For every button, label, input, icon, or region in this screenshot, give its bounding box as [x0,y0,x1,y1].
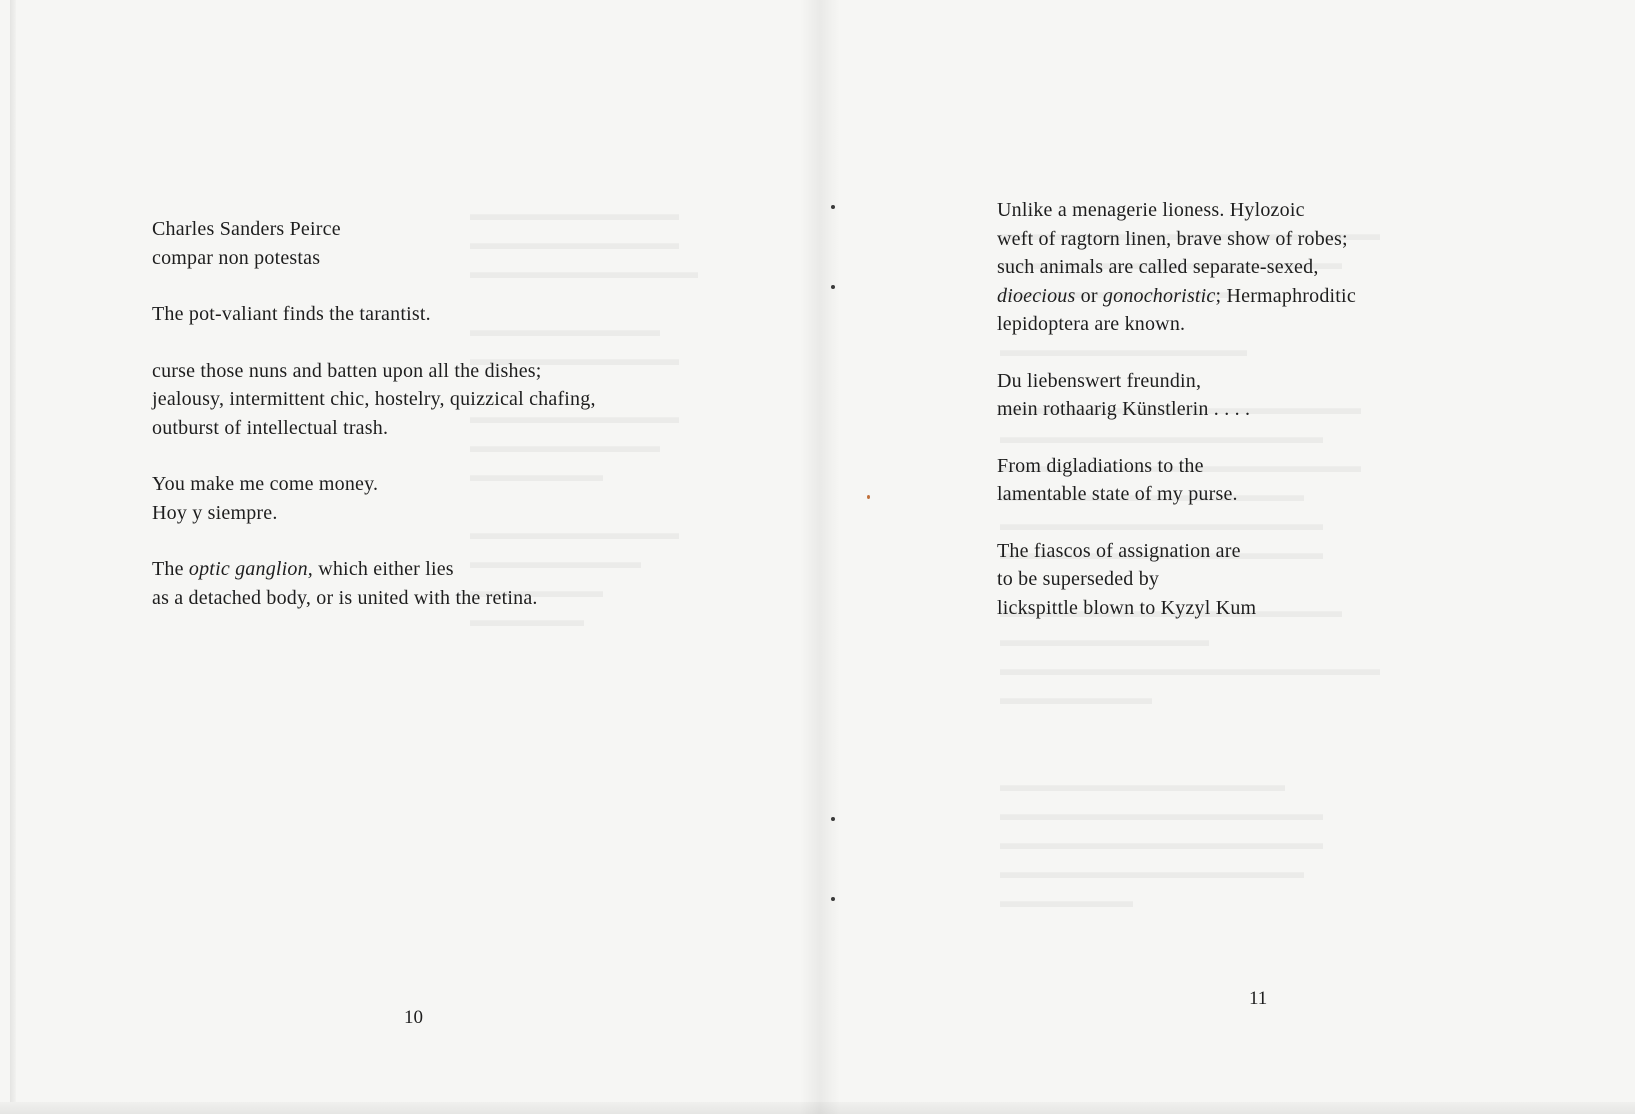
line-text: Hoy y siempre. [152,501,278,524]
line-text: as a detached body, or is united with the retina. [152,586,538,609]
stanza [152,357,752,443]
line-text: You make me come money. [152,473,379,495]
stanza [997,196,1597,339]
staple-hole-4 [831,897,835,901]
page-number-right: 11 [1249,988,1268,1009]
poem-line [152,470,752,499]
line-text: lepidoptera are known. [997,313,1186,335]
stanza [152,215,752,272]
stanza [997,537,1597,623]
line-text: compar non potestas [152,246,321,269]
poem-line [997,565,1597,594]
poem-line [152,300,752,329]
line-text: such animals are called separate-sexed, [997,256,1319,278]
stanza [152,470,752,527]
poem-line [997,537,1597,566]
poem-line [152,385,752,414]
italic-text: optic ganglion, [188,558,314,580]
line-text: ; Hermaphroditic [1215,284,1356,307]
poem-line [997,395,1597,424]
line-text: mein rothaarig Künstlerin . . . . [997,398,1251,420]
line-text: The [152,558,189,580]
stanza [997,452,1597,509]
page-left-edge [10,0,16,1114]
poem-line [152,244,752,273]
page-number-left: 10 [404,1007,423,1028]
line-text: From digladiations to the [997,454,1204,477]
poem-line [997,480,1597,509]
line-text: The fiascos of assignation are [997,539,1241,562]
poem-line [152,215,752,244]
line-text: Du liebenswert freundin, [997,369,1202,392]
poem-line [152,357,752,386]
line-text: to be superseded by [997,568,1160,590]
stanza [152,300,752,329]
poem-line [997,594,1597,623]
poem-text-left [152,215,752,640]
staple-hole-1 [831,205,835,209]
poem-line [997,452,1597,481]
line-text: weft of ragtorn linen, brave show of robes; [997,227,1348,250]
poem-line [997,253,1597,282]
staple-hole-2 [831,285,835,289]
page-left [30,0,800,1114]
line-text: or [1075,284,1103,307]
poem-line [997,367,1597,396]
line-text: lamentable state of my purse. [997,483,1238,505]
stanza [152,555,752,612]
stanza [997,367,1597,424]
book-gutter [800,0,840,1114]
poem-line [152,499,752,528]
italic-text: gonochoristic [1102,284,1216,307]
poem-text-right [997,196,1597,650]
line-text: Charles Sanders Peirce [152,218,341,240]
line-text: Unlike a menagerie lioness. Hylozoic [997,199,1305,221]
poem-line [997,310,1597,339]
italic-text: dioecious [997,284,1076,307]
page-right [840,0,1620,1114]
staple-hole-3 [831,817,835,821]
line-text: jealousy, intermittent chic, hostelry, quizzical chafing, [152,388,596,410]
poem-line [152,584,752,613]
line-text: curse those nuns and batten upon all the dishes; [152,359,542,382]
line-text: outburst of intellectual trash. [152,416,389,439]
line-text: The pot-valiant finds the tarantist. [152,303,431,325]
line-text: lickspittle blown to Kyzyl Kum [997,596,1257,619]
poem-line [997,282,1597,311]
poem-line [997,196,1597,225]
line-text: which either lies [313,558,454,580]
poem-line [152,414,752,443]
poem-line [152,555,752,584]
poem-line [997,225,1597,254]
